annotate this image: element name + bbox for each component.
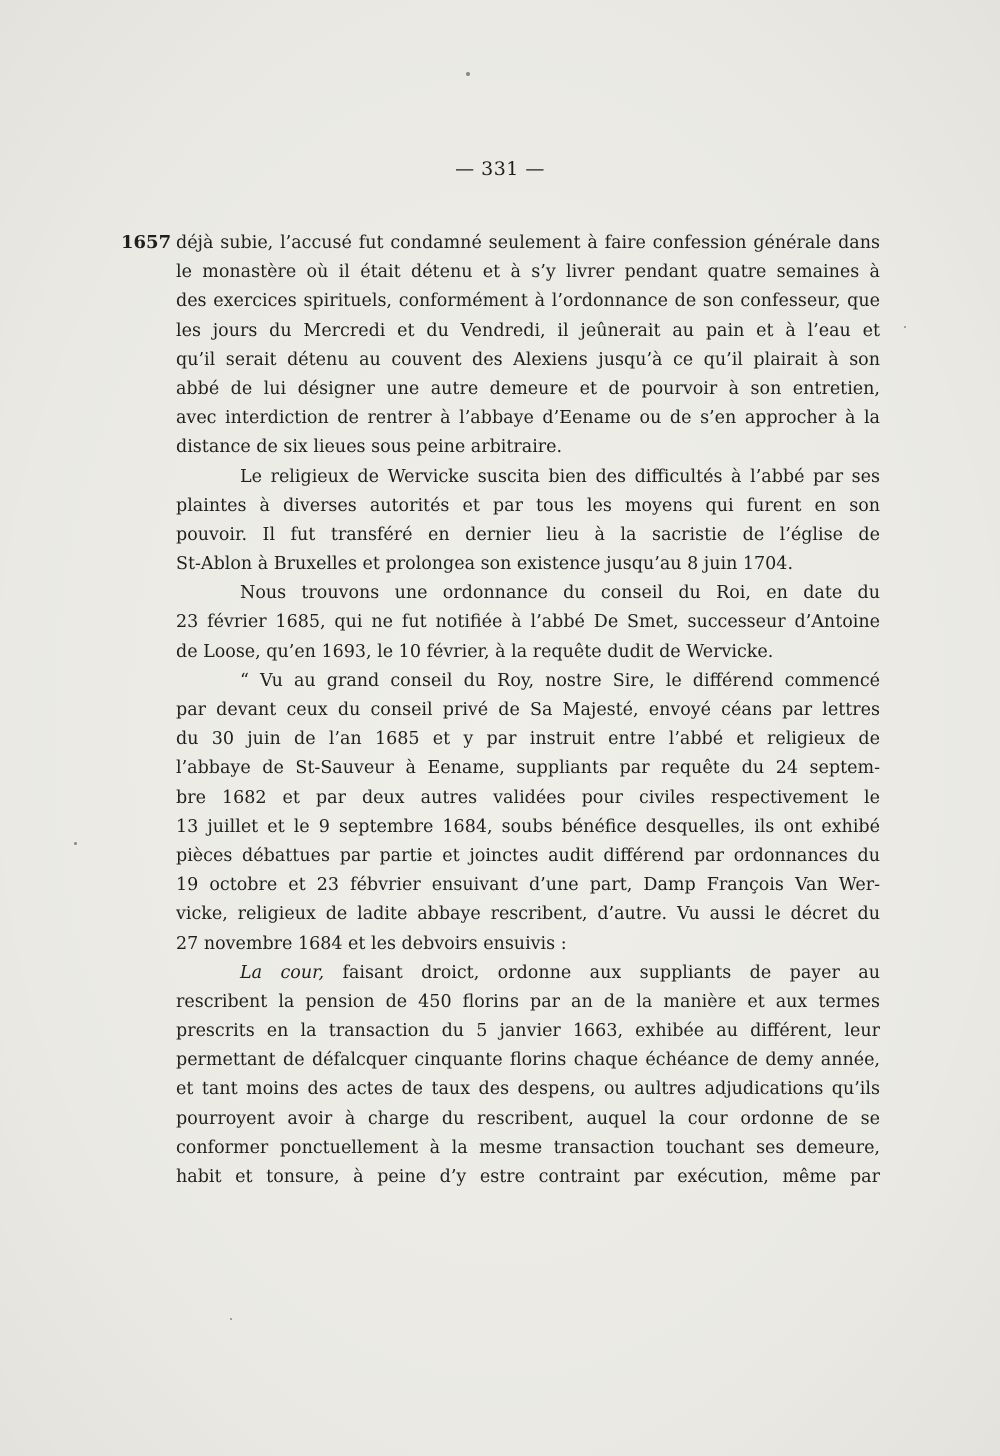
italic-lead: La cour, — [240, 962, 325, 983]
text-line: Le religieux de Wervicke suscita bien des difficultés à l’abbé par ses — [240, 466, 880, 487]
text-line: avec interdiction de rentrer à l’abbaye d’Eename ou de s’en approcher à la — [176, 408, 880, 429]
paper-speck — [74, 842, 77, 845]
page-number: — 331 — — [455, 158, 545, 180]
text-line: distance de six lieues sous peine arbitraire. — [176, 437, 563, 458]
text-line: abbé de lui désigner une autre demeure et de pourvoir à son entretien, — [176, 378, 880, 399]
text-line: 13 juillet et le 9 septembre 1684, soubs bénéfice desquelles, ils ont exhibé — [176, 816, 880, 837]
text-line: déjà subie, l’accusé fut condamné seulement à faire confession générale dans — [176, 233, 880, 253]
text-line: par devant ceux du conseil privé de Sa Majesté, envoyé céans par lettres — [176, 700, 880, 720]
text-line: de Loose, qu’en 1693, le 10 février, à la requête dudit de Wervicke. — [176, 641, 774, 662]
body-text — [176, 229, 880, 1192]
text-line: vicke, religieux de ladite abbaye rescribent, d’autre. Vu aussi le décret du — [176, 904, 880, 925]
text-line: St-Ablon à Bruxelles et prolongea son existence jusqu’au 8 juin 1704. — [176, 554, 794, 575]
text-line: des exercices spirituels, conformément à l’ordonnance de son confesseur, que — [176, 291, 880, 312]
text-line: 19 octobre et 23 fébvrier ensuivant d’une part, Damp François Van Wer- — [176, 875, 880, 896]
text-line: du 30 juin de l’an 1685 et y par instruit entre l’abbé et religieux de — [176, 729, 880, 750]
text-line: permettant de défalcquer cinquante florins chaque échéance de demy année, — [176, 1050, 880, 1071]
text-line: conformer ponctuellement à la mesme transaction touchant ses demeure, — [176, 1137, 880, 1158]
text-line: bre 1682 et par deux autres validées pour civiles respectivement le — [176, 787, 880, 808]
text-line: Nous trouvons une ordonnance du conseil du Roi, en date du — [240, 583, 880, 604]
text-line: 27 novembre 1684 et les debvoirs ensuivis : — [176, 933, 567, 954]
paper-speck — [904, 326, 906, 328]
paper-speck — [230, 1318, 232, 1320]
text-line: habit et tonsure, à peine d’y estre contraint par exécution, même par — [176, 1167, 880, 1187]
text-line: le monastère où il était détenu et à s’y livrer pendant quatre semaines à — [176, 262, 880, 283]
text-line — [176, 959, 880, 988]
text-line: plaintes à diverses autorités et par tous les moyens qui furent en son — [176, 495, 880, 516]
text-line: rescribent la pension de 450 florins par an de la manière et aux termes — [176, 991, 880, 1012]
text-line: prescrits en la transaction du 5 janvier 1663, exhibée au différent, leur — [176, 1021, 880, 1042]
text-line: l’abbaye de St-Sauveur à Eename, suppliants par requête du 24 septem- — [176, 758, 880, 779]
text-line: qu’il serait détenu au couvent des Alexiens jusqu’à ce qu’il plairait à son — [176, 349, 880, 370]
text-line: “ Vu au grand conseil du Roy, nostre Sire, le différend commencé — [240, 670, 880, 691]
text-line: pourroyent avoir à charge du rescribent, auquel la cour ordonne de se — [176, 1108, 880, 1129]
text-line: 23 février 1685, qui ne fut notifiée à l’abbé De Smet, successeur d’Antoine — [176, 612, 880, 633]
text-line: les jours du Mercredi et du Vendredi, il jeûnerait au pain et à l’eau et — [176, 320, 880, 341]
line-text: faisant droict, ordonne aux suppliants de payer au — [324, 962, 880, 983]
text-line: pièces débattues par partie et joinctes audit différend par ordonnances du — [176, 845, 880, 866]
paper-speck — [466, 72, 470, 76]
text-line: et tant moins des actes de taux des despens, ou aultres adjudications qu’ils — [176, 1079, 880, 1100]
text-line: pouvoir. Il fut transféré en dernier lieu à la sacristie de l’église de — [176, 524, 880, 545]
margin-year: 1657 — [121, 232, 172, 253]
